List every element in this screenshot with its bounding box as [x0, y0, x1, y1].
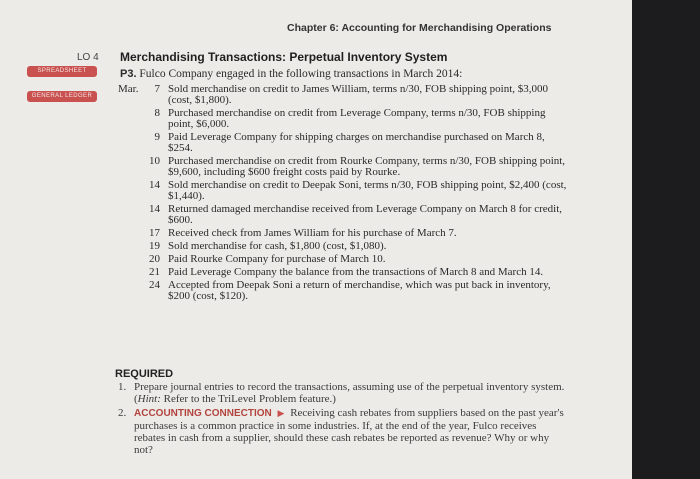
requirement-number: 1.: [118, 381, 127, 393]
transaction-month: [118, 241, 142, 252]
hint-text: Refer to the TriLevel Problem feature.: [163, 393, 333, 405]
transaction-day: 9: [154, 131, 160, 143]
requirement-number: 2.: [118, 407, 127, 419]
transaction-list: [118, 84, 568, 304]
transaction-row: [118, 108, 568, 130]
chapter-header: Chapter 6: Accounting for Merchandising Operations: [287, 22, 552, 34]
requirement-text: Prepare journal entries to record the transactions, assuming use of the perpetual inventory system.: [134, 381, 565, 393]
transaction-row: [118, 280, 568, 302]
requirements-list: [118, 381, 570, 458]
general-ledger-badge: GENERAL LEDGER: [27, 91, 97, 102]
transaction-row: [118, 241, 568, 252]
transaction-month: [118, 254, 142, 265]
transaction-month: [118, 228, 142, 239]
transaction-month: [118, 180, 142, 202]
transaction-day: 20: [149, 253, 160, 265]
arrow-right-icon: ▶: [277, 408, 285, 418]
section-title: Merchandising Transactions: Perpetual Inventory System: [120, 50, 448, 64]
transaction-row: [118, 180, 568, 202]
required-heading: REQUIRED: [115, 368, 174, 380]
transaction-row: [118, 132, 568, 154]
transaction-month: [118, 267, 142, 278]
transaction-day: 8: [154, 107, 160, 119]
transaction-text: Sold merchandise on credit to Deepak Soni, terms n/30, FOB shipping point, $2,400 (cost, $1,440).: [168, 179, 567, 202]
hint-label: Hint:: [137, 393, 161, 405]
transaction-month: [118, 280, 142, 302]
requirement-item: [118, 407, 570, 456]
transaction-month: [118, 132, 142, 154]
transaction-text: Purchased merchandise on credit from Leverage Company, terms n/30, FOB shipping point, $6,000.: [168, 107, 546, 130]
accounting-connection-label: ACCOUNTING CONNECTION: [134, 408, 272, 419]
problem-id: P3.: [120, 68, 137, 80]
transaction-day: 24: [149, 279, 160, 291]
problem-intro: [120, 68, 462, 80]
learning-objective-tag: LO 4: [77, 52, 99, 63]
transaction-month: Mar.: [118, 83, 139, 95]
transaction-text: Paid Rourke Company for purchase of March 10.: [168, 253, 386, 265]
transaction-day: 19: [149, 240, 160, 252]
transaction-text: Paid Leverage Company the balance from the transactions of March 8 and March 14.: [168, 266, 544, 278]
transaction-row: [118, 204, 568, 226]
transaction-row: [118, 84, 568, 106]
transaction-day: 17: [149, 227, 160, 239]
transaction-text: Accepted from Deepak Soni a return of merchandise, which was put back in inventory, $200 (cost, $120).: [168, 279, 551, 302]
transaction-month: [118, 204, 142, 226]
transaction-text: Sold merchandise on credit to James William, terms n/30, FOB shipping point, $3,000 (cost, $1,800).: [168, 83, 549, 106]
transaction-text: Returned damaged merchandise received from Leverage Company on March 8 for credit, $600.: [168, 203, 563, 226]
transaction-day: 21: [149, 266, 160, 278]
transaction-month: [118, 156, 142, 178]
transaction-text: Purchased merchandise on credit from Rourke Company, terms n/30, FOB shipping point, $9,600, including $600 freight costs paid by Rourke.: [168, 155, 566, 178]
transaction-text: Sold merchandise for cash, $1,800 (cost, $1,080).: [168, 240, 387, 252]
transaction-day: 14: [149, 179, 160, 191]
transaction-month: [118, 108, 142, 130]
transaction-day: 14: [149, 203, 160, 215]
transaction-row: [118, 156, 568, 178]
transaction-day: 10: [149, 155, 160, 167]
transaction-day: 7: [154, 83, 160, 95]
requirement-text: Receiving cash rebates from suppliers based on the past year's purchases is a common practice in some industries. If, at the end of the year, Fulco receives rebates in cash from a supplier, should these cash rebates be reported as revenue? Why or why not?: [134, 407, 564, 456]
transaction-text: Paid Leverage Company for shipping charges on merchandise purchased on March 8, $254.: [168, 131, 545, 154]
problem-text: Fulco Company engaged in the following transactions in March 2014:: [139, 68, 463, 80]
spreadsheet-badge: SPREADSHEET: [27, 66, 97, 77]
transaction-row: [118, 254, 568, 265]
requirement-item: 1. Prepare journal entries to record the transactions, assuming use of the perpetual inventory system. (Hint: Refer to the TriLevel Problem feature.): [118, 381, 565, 405]
transaction-text: Received check from James William for his purchase of March 7.: [168, 227, 457, 239]
transaction-row: [118, 267, 568, 278]
transaction-row: [118, 228, 568, 239]
